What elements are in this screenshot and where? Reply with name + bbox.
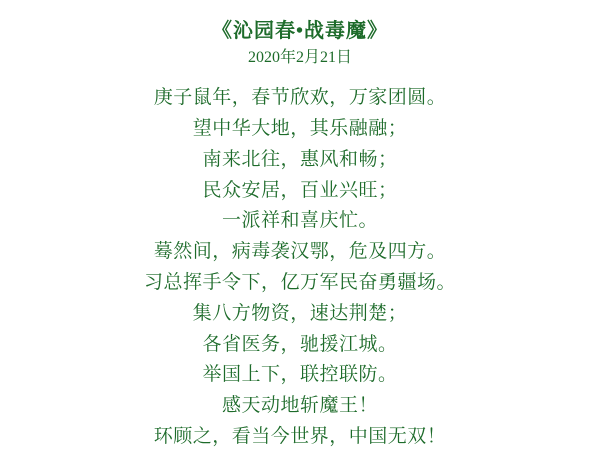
poem-body bbox=[20, 83, 580, 452]
poem-line: 一派祥和喜庆忙。 bbox=[221, 210, 378, 232]
poem-line: 民众安居，百业兴旺； bbox=[202, 179, 398, 201]
poem-line: 举国上下，联控联防。 bbox=[202, 364, 398, 386]
poem-line: 习总挥手令下，亿万军民奋勇疆场。 bbox=[143, 271, 456, 293]
poem-line: 环顾之，看当今世界，中国无双！ bbox=[153, 425, 447, 447]
poem-line: 感天动地斩魔王！ bbox=[221, 395, 378, 417]
poem-line: 南来北往，惠风和畅； bbox=[202, 148, 398, 170]
poem-line: 望中华大地，其乐融融； bbox=[192, 118, 408, 140]
poem-line: 集八方物资，速达荆楚； bbox=[192, 302, 408, 324]
document-date: 2020年2月21日 bbox=[247, 49, 352, 66]
page-title: 《沁园春•战毒魔》 bbox=[211, 20, 388, 42]
poem-line: 各省医务，驰援江城。 bbox=[202, 333, 398, 355]
poem-line: 蓦然间，病毒袭汉鄂，危及四方。 bbox=[153, 241, 447, 263]
poem-line: 庚子鼠年，春节欣欢，万家团圆。 bbox=[153, 87, 447, 109]
